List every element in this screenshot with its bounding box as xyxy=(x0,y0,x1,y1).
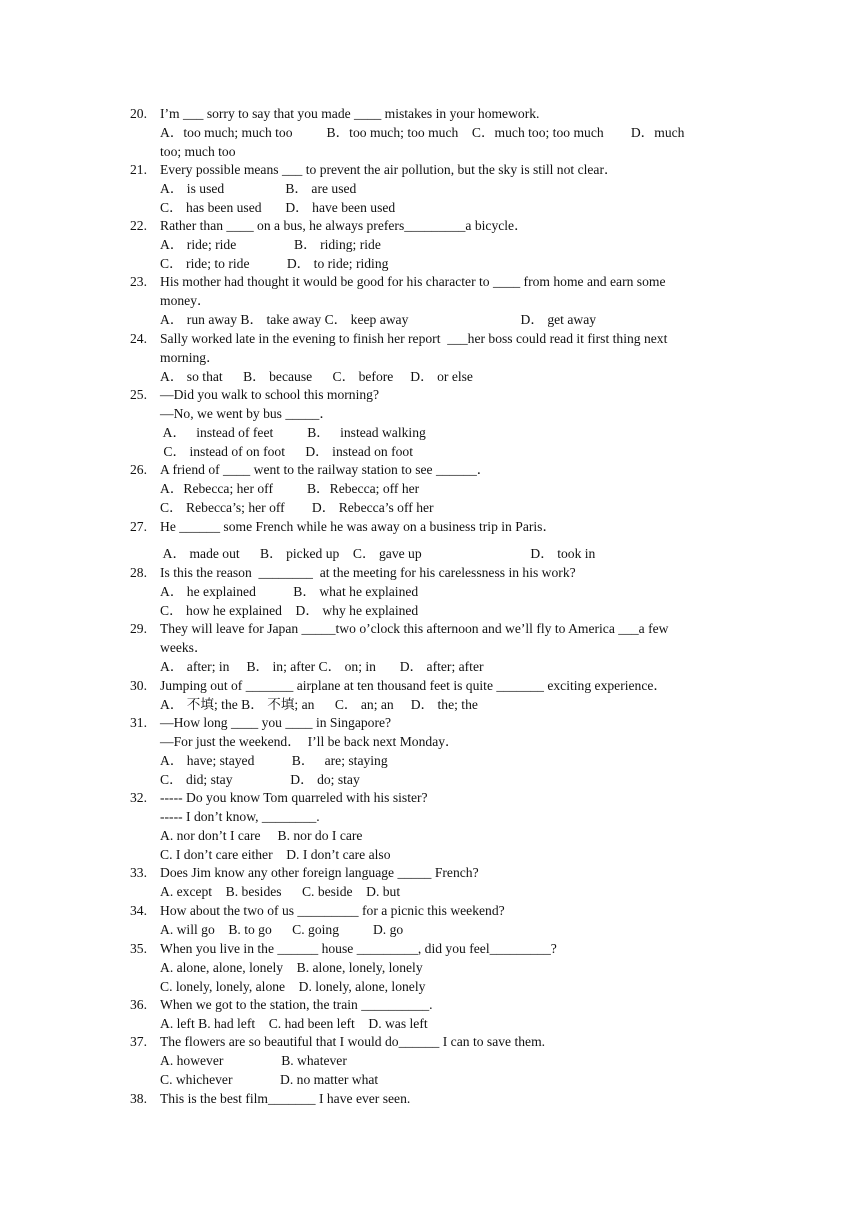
question-stem-line: Sally worked late in the evening to finish her report ___her boss could read it first thing next xyxy=(160,331,668,346)
question-item xyxy=(130,273,735,330)
question-text-line: A. left B. had left C. had been left D. was left xyxy=(160,1015,428,1031)
question-item xyxy=(130,105,735,162)
question-stem-line: Does Jim know any other foreign language _____ French? xyxy=(160,865,479,880)
question-number: 26. xyxy=(130,462,147,477)
question-item xyxy=(130,902,735,940)
question-text-line: C. lonely, lonely, alone D. lonely, alone, lonely xyxy=(160,978,426,994)
question-text-line: A. nor don’t I care B. nor do I care xyxy=(160,827,363,843)
question-text-line: A． he explained B． what he explained xyxy=(160,583,419,599)
question-item xyxy=(130,217,735,274)
question-number: 36. xyxy=(130,997,147,1012)
question-number: 20. xyxy=(130,106,147,121)
question-text-line: C． has been used D． have been used xyxy=(160,199,396,215)
question-number: 25. xyxy=(130,387,147,402)
question-text-line: too; much too xyxy=(160,143,236,159)
question-text-line: A. however B. whatever xyxy=(160,1052,347,1068)
question-number: 28. xyxy=(130,565,147,580)
question-body xyxy=(160,789,735,865)
question-stem-line: I’m ___ sorry to say that you made ____ mistakes in your homework. xyxy=(160,106,540,121)
question-text-line: —No, we went by bus _____． xyxy=(160,405,333,421)
question-number: 24. xyxy=(130,331,147,346)
question-item xyxy=(130,1033,735,1090)
question-text-line: money． xyxy=(160,292,211,308)
question-number: 34. xyxy=(130,903,147,918)
question-body xyxy=(160,217,735,274)
question-stem-line: —How long ____ you ____ in Singapore? xyxy=(160,715,392,730)
question-text-line: A． have; stayed B． are; staying xyxy=(160,752,388,768)
question-stem-line: —Did you walk to school this morning? xyxy=(160,387,379,402)
question-text-line: C． Rebecca’s; her off D． Rebecca’s off her xyxy=(160,499,434,515)
question-item xyxy=(130,620,735,677)
question-text-line: A． so that B． because C． before D． or else xyxy=(160,368,473,384)
question-stem-line: Jumping out of _______ airplane at ten thousand feet is quite _______ exciting experience． xyxy=(160,678,667,693)
question-text-line: A. will go B. to go C. going D. go xyxy=(160,921,404,937)
question-text-line: C. I don’t care either D. I don’t care also xyxy=(160,846,391,862)
question-body xyxy=(160,386,735,462)
question-text-line: A． ride; ride B． riding; ride xyxy=(160,236,381,252)
question-text-line: C. whichever D. no matter what xyxy=(160,1071,379,1087)
question-text-line: A． is used B． are used xyxy=(160,180,357,196)
question-stem-line: Rather than ____ on a bus, he always prefers_________a bicycle． xyxy=(160,218,528,233)
question-number: 31. xyxy=(130,715,147,730)
question-number: 21. xyxy=(130,162,147,177)
question-text-line: A. except B. besides C. beside D. but xyxy=(160,883,401,899)
question-body xyxy=(160,461,735,518)
question-text-line: C． instead of on foot D． instead on foot xyxy=(160,443,413,459)
question-text-line: weeks． xyxy=(160,639,208,655)
question-stem-line: When you live in the ______ house _________, did you feel_________? xyxy=(160,941,557,956)
question-item xyxy=(130,386,735,462)
question-stem-line: When we got to the station, the train __________. xyxy=(160,997,433,1012)
question-text-line: A．too much; much too B．too much; too much C．much too; too much D．much xyxy=(160,124,685,140)
question-text-line: A． after; in B． in; after C． on; in D． after; after xyxy=(160,658,484,674)
question-item xyxy=(130,330,735,387)
question-item xyxy=(130,864,735,902)
question-number: 22. xyxy=(130,218,147,233)
question-item xyxy=(130,545,735,564)
question-body xyxy=(160,518,735,537)
question-stem-line: Is this the reason ________ at the meeting for his carelessness in his work? xyxy=(160,565,576,580)
question-item xyxy=(130,677,735,715)
question-stem-line: A friend of ____ went to the railway station to see ______． xyxy=(160,462,491,477)
question-text-line: A． 不填; the B． 不填; an C． an; an D． the; the xyxy=(160,696,478,712)
question-number: 30. xyxy=(130,678,147,693)
question-text-line: morning． xyxy=(160,349,220,365)
question-number: 35. xyxy=(130,941,147,956)
question-body xyxy=(160,1033,735,1090)
question-text-line: C． how he explained D． why he explained xyxy=(160,602,419,618)
question-body xyxy=(160,996,735,1034)
question-item xyxy=(130,161,735,218)
question-item xyxy=(130,996,735,1034)
question-body xyxy=(160,564,735,621)
question-number: 33. xyxy=(130,865,147,880)
question-body xyxy=(160,161,735,218)
question-number: 23. xyxy=(130,274,147,289)
question-text-line: A. alone, alone, lonely B. alone, lonely, lonely xyxy=(160,959,423,975)
question-body xyxy=(160,677,735,715)
question-item xyxy=(130,714,735,790)
question-text-line: ----- I don’t know, ________. xyxy=(160,808,320,824)
question-item xyxy=(130,461,735,518)
question-stem-line: He ______ some French while he was away on a business trip in Paris． xyxy=(160,519,557,534)
question-text-line: —For just the weekend． I’ll be back next Monday． xyxy=(160,733,459,749)
question-text-line: A． run away B． take away C． keep away D． get away xyxy=(160,311,597,327)
question-number: 32. xyxy=(130,790,147,805)
question-text-line: A． instead of feet B． instead walking xyxy=(160,424,426,440)
question-body xyxy=(160,902,735,940)
question-item xyxy=(130,518,735,537)
question-text-line: C． ride; to ride D． to ride; riding xyxy=(160,255,389,271)
question-body xyxy=(160,1090,735,1109)
question-stem-line: His mother had thought it would be good for his character to ____ from home and earn some xyxy=(160,274,666,289)
question-stem-line: The flowers are so beautiful that I would do______ I can to save them. xyxy=(160,1034,546,1049)
question-text-line: A． made out B． picked up C． gave up D． took in xyxy=(160,546,596,561)
question-body xyxy=(160,940,735,997)
question-text-line: C． did; stay D． do; stay xyxy=(160,771,360,787)
question-item xyxy=(130,789,735,865)
question-stem-line: They will leave for Japan _____two o’clock this afternoon and we’ll fly to America ___a few xyxy=(160,621,669,636)
question-number: 37. xyxy=(130,1034,147,1049)
question-body xyxy=(160,864,735,902)
question-body xyxy=(160,714,735,790)
question-stem-line: How about the two of us _________ for a picnic this weekend? xyxy=(160,903,505,918)
question-body xyxy=(160,545,735,564)
question-item xyxy=(130,940,735,997)
question-stem-line: This is the best film_______ I have ever seen. xyxy=(160,1091,411,1106)
question-number: 38. xyxy=(130,1091,147,1106)
question-item xyxy=(130,564,735,621)
question-item xyxy=(130,1090,735,1109)
question-number: 29. xyxy=(130,621,147,636)
question-body xyxy=(160,620,735,677)
question-body xyxy=(160,273,735,330)
question-stem-line: Every possible means ___ to prevent the air pollution, but the sky is still not clear． xyxy=(160,162,618,177)
question-number: 27. xyxy=(130,519,147,534)
question-text-line: A．Rebecca; her off B．Rebecca; off her xyxy=(160,480,420,496)
question-body xyxy=(160,330,735,387)
question-stem-line: ----- Do you know Tom quarreled with his sister? xyxy=(160,790,428,805)
question-body xyxy=(160,105,735,162)
